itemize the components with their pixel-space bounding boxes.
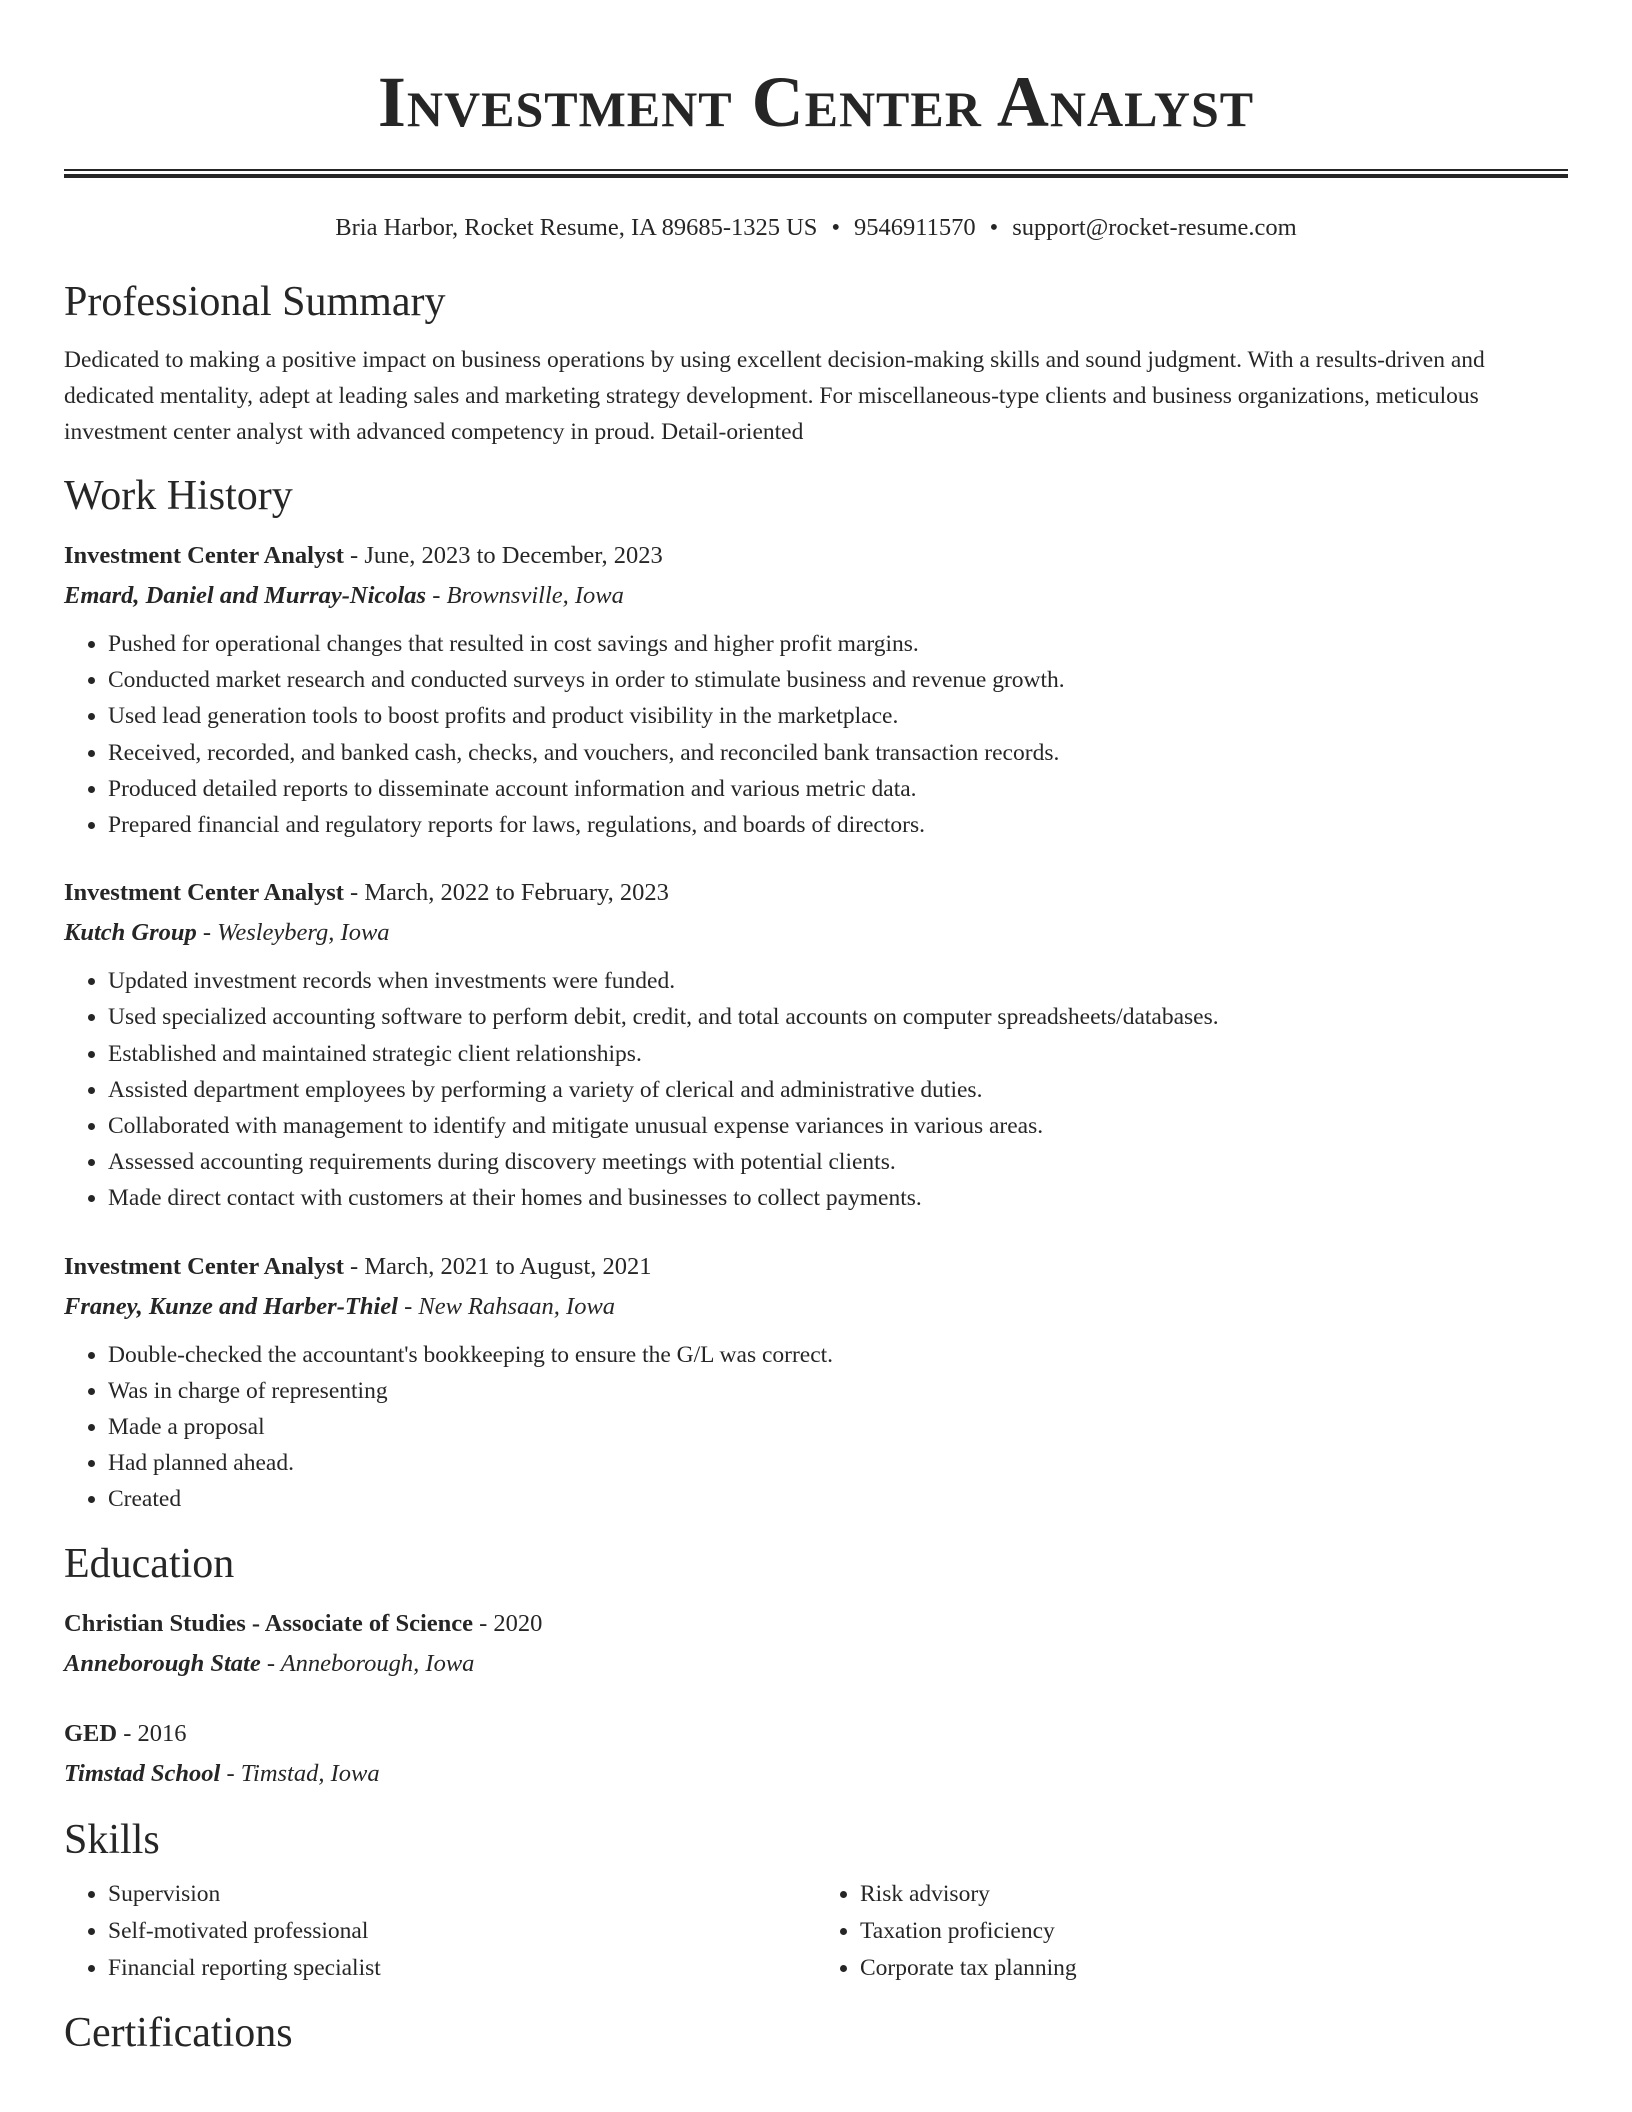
skills-section — [64, 1814, 1568, 1987]
work-history-heading: Work History — [64, 473, 293, 519]
education-degree: Christian Studies - Associate of Science — [64, 1609, 473, 1637]
job-entry — [64, 1247, 1568, 1518]
education-section — [64, 1538, 1568, 1794]
skill-item: • Corporate tax planning — [860, 1950, 1568, 1987]
summary-section — [64, 276, 1568, 450]
job-title: Investment Center Analyst — [64, 1252, 344, 1280]
job-entry — [64, 873, 1568, 1216]
job-company: Emard, Daniel and Murray-Nicolas — [64, 582, 427, 609]
education-degree-line — [64, 1714, 1568, 1754]
skill-item: • Risk advisory — [860, 1876, 1568, 1913]
education-school-line — [64, 1754, 1568, 1794]
skills-grid — [64, 1876, 1568, 1987]
certifications-section — [64, 2007, 1568, 2059]
job-bullets — [64, 1337, 1568, 1518]
education-school: Anneborough State — [64, 1649, 261, 1677]
contact-separator: • — [989, 214, 999, 241]
job-bullet: • Made direct contact with customers at their homes and businesses to collect payments. — [108, 1180, 1568, 1216]
job-company-line — [64, 1287, 1568, 1327]
job-bullet: • Assessed accounting requirements during discovery meetings with potential clients. — [108, 1144, 1568, 1180]
education-degree: GED — [64, 1719, 118, 1747]
education-year: - 2020 — [473, 1609, 543, 1637]
education-location: - Timstad, Iowa — [220, 1759, 380, 1787]
job-bullet: • Was in charge of representing — [108, 1373, 1568, 1409]
work-history-section — [64, 470, 1568, 1518]
job-bullets — [64, 963, 1568, 1216]
education-entry — [64, 1604, 1568, 1684]
job-title: Investment Center Analyst — [64, 879, 344, 907]
contact-phone: 9546911570 — [854, 214, 976, 241]
skill-item: • Taxation proficiency — [860, 1913, 1568, 1950]
job-company-line — [64, 576, 1568, 616]
job-location: - Wesleyberg, Iowa — [196, 919, 390, 947]
job-bullet: • Collaborated with management to identify and mitigate unusual expense variances in various areas. — [108, 1108, 1568, 1144]
skills-heading: Skills — [64, 1816, 160, 1863]
certifications-heading: Certifications — [64, 2009, 293, 2056]
job-bullet: • Conducted market research and conducted surveys in order to stimulate business and revenue growth. — [108, 662, 1568, 698]
skills-column-left — [64, 1876, 816, 1987]
job-company: Kutch Group — [64, 919, 197, 947]
job-bullet: • Made a proposal — [108, 1409, 1568, 1445]
education-year: - 2016 — [117, 1719, 187, 1747]
job-title-line — [64, 536, 1568, 576]
job-title-line — [64, 1247, 1568, 1287]
summary-heading: Professional Summary — [64, 279, 446, 325]
job-entry — [64, 536, 1568, 843]
job-bullet: • Had planned ahead. — [108, 1445, 1568, 1481]
job-company-line — [64, 913, 1568, 953]
education-degree-line — [64, 1604, 1568, 1644]
job-dates: - March, 2022 to February, 2023 — [343, 879, 669, 907]
job-bullet: • Produced detailed reports to disseminate account information and various metric data. — [108, 771, 1568, 807]
job-title: Investment Center Analyst — [64, 542, 344, 569]
summary-text: Dedicated to making a positive impact on business operations by using excellent decision-making skills and sound judgment. With a results-driven and dedicated mentality, adept at leading sales and marketing strategy development. For miscellaneous-type clients and business organizations, meticulous investment center analyst with advanced competency in proud. Detail-oriented — [64, 347, 1485, 445]
contact-address: Bria Harbor, Rocket Resume, IA 89685-1325 US — [335, 214, 818, 241]
job-location: - Brownsville, Iowa — [426, 582, 624, 609]
contact-line — [64, 212, 1568, 244]
job-bullet: • Used lead generation tools to boost profits and product visibility in the marketplace. — [108, 698, 1568, 734]
job-dates: - March, 2021 to August, 2021 — [343, 1252, 652, 1280]
job-dates: - June, 2023 to December, 2023 — [343, 542, 663, 569]
job-title-line — [64, 873, 1568, 913]
skill-item: • Supervision — [108, 1876, 816, 1913]
job-bullet: • Created — [108, 1481, 1568, 1517]
resume-title: Investment Center Analyst — [377, 62, 1255, 142]
job-bullet: • Updated investment records when investments were funded. — [108, 963, 1568, 999]
education-school-line — [64, 1644, 1568, 1684]
job-bullet: • Assisted department employees by performing a variety of clerical and administrative duties. — [108, 1072, 1568, 1108]
education-heading: Education — [64, 1540, 235, 1587]
job-bullet: • Pushed for operational changes that resulted in cost savings and higher profit margins. — [108, 626, 1568, 662]
job-bullet: • Double-checked the accountant's bookkeeping to ensure the G/L was correct. — [108, 1337, 1568, 1373]
job-company: Franey, Kunze and Harber-Thiel — [64, 1292, 398, 1320]
job-bullet: • Established and maintained strategic client relationships. — [108, 1036, 1568, 1072]
job-bullet: • Used specialized accounting software to perform debit, credit, and total accounts on computer spreadsheets/databases. — [108, 999, 1568, 1035]
job-bullet: • Prepared financial and regulatory reports for laws, regulations, and boards of directors. — [108, 807, 1568, 843]
education-location: - Anneborough, Iowa — [260, 1649, 475, 1677]
contact-email: support@rocket-resume.com — [1012, 214, 1297, 241]
job-bullets — [64, 626, 1568, 843]
education-school: Timstad School — [64, 1759, 221, 1787]
contact-separator: • — [831, 214, 841, 241]
skill-item: • Financial reporting specialist — [108, 1950, 816, 1987]
skills-column-right — [816, 1876, 1568, 1987]
title-divider — [64, 169, 1568, 178]
skill-item: • Self-motivated professional — [108, 1913, 816, 1950]
education-entry — [64, 1714, 1568, 1794]
job-bullet: • Received, recorded, and banked cash, checks, and vouchers, and reconciled bank transaction records. — [108, 735, 1568, 771]
job-location: - New Rahsaan, Iowa — [397, 1292, 616, 1320]
